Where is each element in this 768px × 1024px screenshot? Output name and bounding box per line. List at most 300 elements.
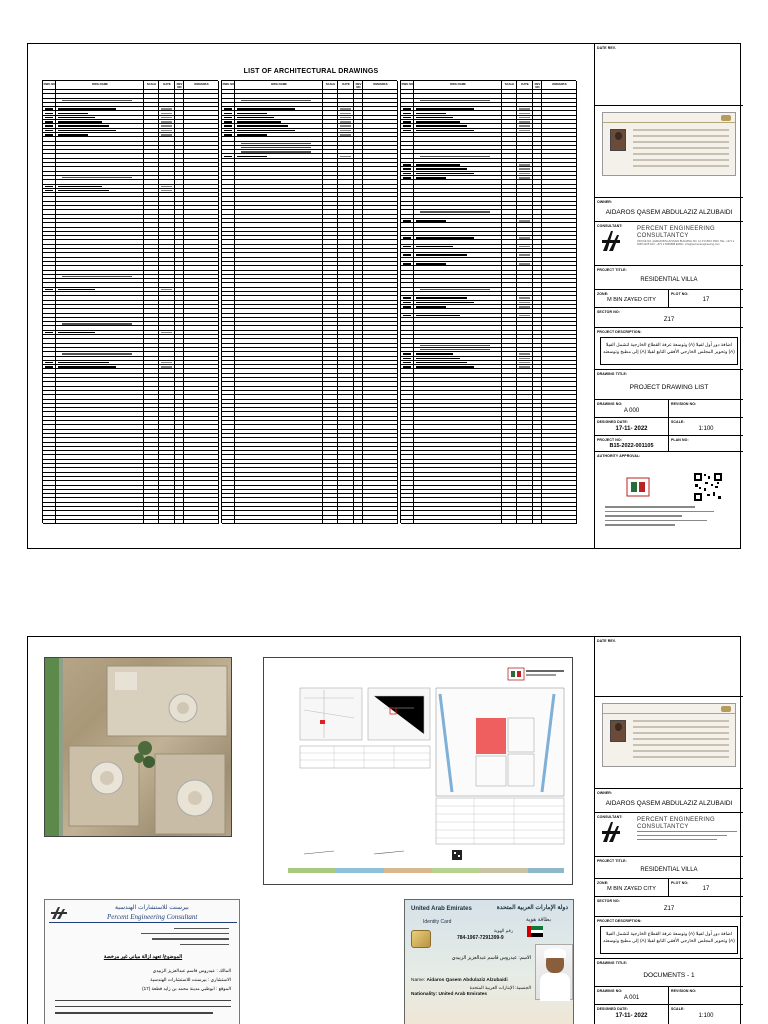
tb2-date-scale bbox=[595, 1005, 743, 1024]
dwg-no-cell bbox=[224, 134, 232, 136]
dwg-no-cell bbox=[403, 254, 411, 256]
dwg-no-cell bbox=[45, 117, 53, 119]
dwg-name-cell bbox=[58, 362, 109, 364]
dwg-name-cell bbox=[416, 237, 474, 239]
dwg-no-cell bbox=[224, 117, 232, 119]
project-description: اضافة دور أول لفيلا (A) وتوسعة غرفة القطاع الخارجية لتشمل الفيلا (A) وتحوير المجلس الخارجي الأفقي التابع لفيلا (A) إلى مطبخ وتوسعته bbox=[600, 337, 738, 365]
date-cell bbox=[519, 362, 530, 364]
column-header: DATE bbox=[163, 82, 171, 86]
aerial-photo-drawing bbox=[45, 658, 232, 837]
date-cell bbox=[161, 113, 172, 115]
id-card-label-en: Identity Card bbox=[423, 919, 452, 925]
firm-logo-icon bbox=[601, 820, 621, 844]
tb2-project-title: PROJECT TITLE: RESIDENTIAL VILLA bbox=[595, 857, 743, 879]
id-nationality-ar: الجنسية: الإمارات العربية المتحدة bbox=[469, 985, 531, 990]
dwg-no-cell bbox=[403, 302, 411, 304]
column-divider bbox=[516, 81, 517, 524]
revision-cell-2: REVISION NO: bbox=[671, 989, 697, 993]
owner-photo bbox=[610, 129, 626, 151]
id-card-header-2 bbox=[603, 704, 735, 714]
qr-code-icon bbox=[693, 472, 723, 502]
section-heading bbox=[241, 147, 311, 148]
column-divider bbox=[55, 81, 56, 524]
dwg-name-cell bbox=[237, 134, 267, 136]
drawing-title-2: DOCUMENTS - 1 bbox=[643, 972, 695, 979]
scale-cell-2: SCALE: 1:100 bbox=[669, 1005, 743, 1024]
id-number: 784-1967-7291399-9 bbox=[457, 935, 504, 941]
date-cell bbox=[519, 366, 530, 368]
section-heading bbox=[420, 349, 490, 350]
date-cell bbox=[519, 220, 530, 222]
column-divider bbox=[174, 81, 175, 524]
dwg-no-cell bbox=[403, 121, 411, 123]
firm-letterhead-logo-icon bbox=[51, 906, 69, 920]
dwg-no-cell bbox=[45, 289, 53, 291]
column-header: REMARKS bbox=[373, 82, 388, 86]
project-no-cell: PROJECT NO: B15-2022-001105 bbox=[595, 436, 669, 452]
drawing-no: A 000 bbox=[623, 408, 640, 414]
letter-location: الموقع : ابوظبي مدينة محمد بن زايد قطعة (17) bbox=[142, 986, 231, 991]
id-nationality-en: Nationality: United Arab Emirates bbox=[411, 992, 488, 997]
column-divider bbox=[576, 81, 577, 524]
dwg-name-cell bbox=[416, 254, 467, 256]
project-title: RESIDENTIAL VILLA bbox=[640, 277, 698, 283]
consultant-name: PERCENT ENGINEERING CONSULTANTCY bbox=[637, 226, 715, 239]
column-divider bbox=[362, 81, 363, 524]
aerial-site-photo bbox=[44, 657, 232, 837]
date-cell bbox=[519, 237, 530, 239]
column-header: DWG NO bbox=[222, 82, 235, 86]
zone-value-2: M BIN ZAYED CITY bbox=[607, 886, 656, 892]
dwg-name-cell bbox=[58, 113, 88, 115]
date-cell bbox=[161, 108, 172, 110]
section-heading bbox=[241, 143, 311, 144]
dwg-no-cell bbox=[403, 306, 411, 308]
approval-stamp-text bbox=[605, 506, 733, 529]
dwg-name-cell bbox=[237, 113, 267, 115]
date-cell bbox=[161, 186, 172, 188]
revision-cell: REVISION NO: bbox=[671, 402, 697, 406]
dwg-name-cell bbox=[58, 130, 116, 132]
dwg-no-cell bbox=[224, 113, 232, 115]
dwg-name-cell bbox=[237, 108, 295, 110]
date-cell bbox=[340, 130, 351, 132]
date-cell: DESIGNED DATE: 17-11- 2022 bbox=[595, 418, 669, 436]
column-header: REV NO bbox=[176, 82, 183, 89]
date-cell bbox=[519, 297, 530, 299]
dwg-no-cell bbox=[45, 366, 53, 368]
dwg-no-cell bbox=[45, 130, 53, 132]
section-heading bbox=[420, 289, 490, 290]
date-cell bbox=[519, 306, 530, 308]
column-divider bbox=[158, 81, 159, 524]
dwg-no-cell bbox=[224, 156, 232, 158]
dwg-name-cell bbox=[416, 366, 474, 368]
column-divider bbox=[234, 81, 235, 524]
date-cell-2: DESIGNED DATE: 17-11- 2022 bbox=[595, 1005, 669, 1024]
dwg-name-cell bbox=[416, 113, 446, 115]
dwg-no-cell bbox=[403, 362, 411, 364]
table-header-row bbox=[401, 81, 577, 90]
sector-value: Z17 bbox=[663, 317, 675, 323]
dwg-name-cell bbox=[58, 186, 102, 188]
dwg-name-cell bbox=[416, 362, 467, 364]
drawing-table-middle bbox=[221, 80, 397, 523]
drawing-title: PROJECT DRAWING LIST bbox=[629, 384, 709, 391]
dwg-name-cell bbox=[416, 297, 467, 299]
owner-id-card-image bbox=[602, 112, 736, 176]
drawing-table-left bbox=[42, 80, 218, 523]
dwg-name-cell bbox=[416, 246, 453, 248]
site-plan-document bbox=[263, 657, 573, 885]
dwg-name-cell bbox=[58, 289, 95, 291]
dwg-name-cell bbox=[237, 156, 267, 158]
dwg-no-cell bbox=[403, 113, 411, 115]
column-divider bbox=[413, 81, 414, 524]
date-cell bbox=[161, 117, 172, 119]
tb-date-rev: DATE REV. bbox=[595, 44, 743, 106]
column-divider bbox=[218, 81, 219, 524]
date-cell bbox=[340, 156, 351, 158]
tb2-drawing-title: DRAWING TITLE: DOCUMENTS - 1 bbox=[595, 959, 743, 987]
emblem-icon bbox=[721, 706, 731, 712]
section-heading bbox=[420, 211, 490, 212]
project-title-2: RESIDENTIAL VILLA bbox=[640, 867, 698, 873]
date-cell bbox=[519, 130, 530, 132]
date-value: 17-11- 2022 bbox=[615, 426, 648, 432]
dwg-no-cell bbox=[224, 125, 232, 127]
letter-body-lines bbox=[55, 1000, 231, 1019]
date-cell bbox=[519, 177, 530, 179]
owner-name-2: AIDAROS QASEM ABDULAZIZ ALZUBAIDI bbox=[605, 800, 733, 807]
id-country-ar: دولة الإمارات العربية المتحدة bbox=[496, 905, 568, 911]
dwg-no-cell bbox=[403, 353, 411, 355]
section-heading bbox=[62, 100, 132, 101]
date-value-2: 17-11- 2022 bbox=[615, 1013, 648, 1019]
tb-id-card-cell bbox=[595, 106, 743, 198]
section-heading bbox=[62, 276, 132, 277]
tb-project-no bbox=[595, 436, 743, 452]
column-header: REMARKS bbox=[194, 82, 209, 86]
date-cell bbox=[161, 190, 172, 192]
dwg-name-cell bbox=[416, 117, 453, 119]
tb2-date-rev: DATE REV. bbox=[595, 637, 743, 697]
dwg-no-cell bbox=[403, 358, 411, 360]
date-cell bbox=[519, 121, 530, 123]
date-cell bbox=[161, 125, 172, 127]
date-cell bbox=[340, 117, 351, 119]
date-cell bbox=[519, 168, 530, 170]
tb2-sector: SECTOR NO: Z17 bbox=[595, 897, 743, 917]
letter-address-lines bbox=[119, 928, 229, 949]
table-row bbox=[401, 520, 577, 524]
dwg-name-cell bbox=[237, 130, 295, 132]
section-heading bbox=[62, 323, 132, 324]
dwg-no-cell bbox=[45, 186, 53, 188]
drawing-sheet-2 bbox=[27, 636, 741, 1024]
date-cell bbox=[519, 246, 530, 248]
column-divider bbox=[541, 81, 542, 524]
dwg-name-cell bbox=[416, 125, 467, 127]
section-heading bbox=[62, 353, 132, 354]
column-header: DWG NO bbox=[401, 82, 414, 86]
column-header: REV NO bbox=[534, 82, 541, 89]
section-heading bbox=[420, 156, 490, 157]
dwg-no-cell bbox=[403, 130, 411, 132]
id-name-ar: الاسم: عيدروس قاسم عبدالعزيز الزبيدي bbox=[451, 956, 531, 961]
letterhead-ar: بيرسنت للاستشارات الهندسية bbox=[115, 905, 189, 911]
consultant-address: OFFICE NO. AHMAD BIN HUSSAIN BUILDING NO. 12 P.O BOX 2500, TEL: +971 2 6665 2225 FAX: +971 2 6665888 EMAIL: info@percentengineering.com bbox=[637, 240, 735, 247]
letter-subject: الموضوع/ تعهد ازالة مبانى غير مرخصة bbox=[103, 954, 183, 960]
tb2-id-card-cell bbox=[595, 697, 743, 789]
plot-cell: PLOT NO: 17 bbox=[669, 290, 743, 308]
dwg-name-cell bbox=[58, 117, 95, 119]
scale-value-2: 1:100 bbox=[698, 1013, 714, 1019]
column-header: DATE bbox=[342, 82, 350, 86]
date-cell bbox=[519, 263, 530, 265]
dwg-no-cell bbox=[45, 362, 53, 364]
dwg-name-cell bbox=[416, 108, 474, 110]
tb2-description: PROJECT DESCRIPTION: اضافة دور أول لفيلا (A) وتوسعة غرفة القطاع الخارجية لتشمل الفيلا (A) وتحوير المجلس الخارجي الأفقي التابع لفيلا (A) إلى مطبخ وتوسعته bbox=[595, 917, 743, 959]
dwg-no-cell bbox=[403, 246, 411, 248]
site-plan-table-left bbox=[300, 746, 430, 768]
column-divider bbox=[397, 81, 398, 524]
table-row bbox=[222, 520, 398, 524]
dwg-no-cell bbox=[224, 121, 232, 123]
date-cell bbox=[161, 362, 172, 364]
column-divider bbox=[353, 81, 354, 524]
dwg-name-cell bbox=[416, 315, 460, 317]
documents-area bbox=[28, 637, 594, 1024]
dwg-no-cell bbox=[403, 164, 411, 166]
plan-no-cell: PLAN NO: bbox=[671, 438, 689, 442]
drawing-list-title: LIST OF ARCHITECTURAL DRAWINGS bbox=[243, 68, 379, 75]
dwg-name-cell bbox=[416, 353, 453, 355]
project-no: B15-2022-001105 bbox=[609, 443, 654, 449]
dwg-no-cell bbox=[45, 125, 53, 127]
table-row bbox=[43, 520, 219, 524]
owner-name: AIDAROS QASEM ABDULAZIZ ALZUBAIDI bbox=[605, 209, 733, 216]
tb-date-scale bbox=[595, 418, 743, 436]
dwg-name-cell bbox=[58, 121, 102, 123]
section-heading bbox=[62, 177, 132, 178]
date-cell bbox=[519, 173, 530, 175]
dwg-no-cell bbox=[403, 297, 411, 299]
column-divider bbox=[322, 81, 323, 524]
consultant-address-2 bbox=[637, 831, 737, 842]
dwg-name-cell bbox=[58, 366, 116, 368]
dwg-no-cell bbox=[403, 315, 411, 317]
dwg-name-cell bbox=[416, 263, 446, 265]
dwg-name-cell bbox=[237, 121, 281, 123]
letter-consultant: الاستشاري : بيرسنت للاستشارات الهندسية bbox=[150, 977, 231, 982]
dwg-no-cell bbox=[403, 168, 411, 170]
dwg-name-cell bbox=[416, 302, 474, 304]
plot-value-2: 17 bbox=[702, 886, 710, 892]
date-cell bbox=[519, 164, 530, 166]
dwg-name-cell bbox=[58, 108, 116, 110]
owner-id-card-image-2 bbox=[602, 703, 736, 767]
plot-value: 17 bbox=[702, 297, 710, 303]
dwg-name-cell bbox=[58, 134, 88, 136]
dwg-no-cell bbox=[45, 121, 53, 123]
consultant-name-2: PERCENT ENGINEERING CONSULTANTCY bbox=[637, 817, 715, 830]
column-header: SCALE bbox=[504, 82, 515, 86]
tb-sector: SECTOR NO: Z17 bbox=[595, 308, 743, 328]
dwg-no-cell bbox=[403, 366, 411, 368]
date-cell bbox=[519, 358, 530, 360]
date-cell bbox=[340, 121, 351, 123]
chip-icon bbox=[411, 930, 431, 948]
zone-cell-2: ZONE: M BIN ZAYED CITY bbox=[595, 879, 669, 897]
dwg-no-cell bbox=[224, 108, 232, 110]
dwg-name-cell bbox=[416, 164, 460, 166]
tb2-drawing-no bbox=[595, 987, 743, 1005]
dwg-no-cell bbox=[45, 113, 53, 115]
dwg-name-cell bbox=[416, 168, 467, 170]
letterhead-divider bbox=[49, 922, 237, 923]
id-card-fields bbox=[633, 129, 729, 171]
column-header: DWG NAME bbox=[271, 82, 287, 86]
municipality-emblem-icon bbox=[623, 474, 653, 500]
tb-zone-plot bbox=[595, 290, 743, 308]
dwg-no-cell bbox=[403, 173, 411, 175]
date-cell bbox=[340, 108, 351, 110]
column-header: DWG NAME bbox=[92, 82, 108, 86]
dwg-no-cell bbox=[403, 125, 411, 127]
dwg-name-cell bbox=[416, 220, 446, 222]
dwg-no-cell bbox=[45, 190, 53, 192]
project-description-2: اضافة دور أول لفيلا (A) وتوسعة غرفة القطاع الخارجية لتشمل الفيلا (A) وتحوير المجلس الخارجي الأفقي التابع لفيلا (A) إلى مطبخ وتوسعته bbox=[600, 926, 738, 954]
tb2-consultant: CONSULTANT: PERCENT ENGINEERING CONSULTANTCY bbox=[595, 813, 743, 857]
section-heading bbox=[241, 100, 311, 101]
drawing-sheet-1 bbox=[27, 43, 741, 549]
site-plan-drawing bbox=[264, 658, 574, 886]
undertaking-letter bbox=[44, 899, 240, 1024]
column-header: SCALE bbox=[325, 82, 336, 86]
date-cell bbox=[340, 125, 351, 127]
id-number-label: رقم الهوية bbox=[493, 928, 513, 933]
date-cell bbox=[161, 289, 172, 291]
tb-project-title: PROJECT TITLE: RESIDENTIAL VILLA bbox=[595, 266, 743, 290]
id-country-en: United Arab Emirates bbox=[411, 906, 472, 912]
emirates-id-card-image bbox=[404, 899, 574, 1024]
title-block bbox=[594, 44, 742, 548]
dwg-name-cell bbox=[58, 190, 109, 192]
tb-description: PROJECT DESCRIPTION: اضافة دور أول لفيلا (A) وتوسعة غرفة القطاع الخارجية لتشمل الفيلا (A) وتحوير المجلس الخارجي الأفقي التابع لفيلا (A) إلى مطبخ وتوسعته bbox=[595, 328, 743, 370]
column-header: DWG NO bbox=[43, 82, 56, 86]
table-header-row bbox=[43, 81, 219, 90]
column-divider bbox=[143, 81, 144, 524]
id-card-fields-2 bbox=[633, 720, 729, 762]
dwg-name-cell bbox=[237, 125, 288, 127]
date-cell bbox=[519, 353, 530, 355]
column-divider bbox=[337, 81, 338, 524]
dwg-no-cell bbox=[403, 108, 411, 110]
column-header: REV NO bbox=[355, 82, 362, 89]
column-header: SCALE bbox=[146, 82, 157, 86]
date-cell bbox=[161, 332, 172, 334]
tb2-owner: OWNER: AIDAROS QASEM ABDULAZIZ ALZUBAIDI bbox=[595, 789, 743, 813]
date-cell bbox=[519, 125, 530, 127]
dwg-no-cell bbox=[403, 237, 411, 239]
firm-logo-icon bbox=[601, 229, 621, 253]
dwg-name-cell bbox=[416, 358, 460, 360]
drawing-table-right bbox=[400, 80, 576, 523]
dwg-no-cell bbox=[45, 332, 53, 334]
drawing-list-area bbox=[28, 44, 594, 548]
plot-cell-2: PLOT NO: 17 bbox=[669, 879, 743, 897]
dwg-no-cell bbox=[224, 130, 232, 132]
scale-cell: SCALE: 1:100 bbox=[669, 418, 743, 436]
dwg-name-cell bbox=[416, 130, 474, 132]
date-cell bbox=[519, 254, 530, 256]
dwg-name-cell bbox=[58, 332, 95, 334]
emblem-icon bbox=[721, 115, 731, 121]
owner-photo-2 bbox=[610, 720, 626, 742]
dwg-name-cell bbox=[416, 121, 460, 123]
date-cell bbox=[340, 113, 351, 115]
date-cell bbox=[161, 134, 172, 136]
scale-value: 1:100 bbox=[698, 426, 714, 432]
date-cell bbox=[519, 113, 530, 115]
drawing-no-2: A 001 bbox=[623, 995, 640, 1001]
column-header: REMARKS bbox=[552, 82, 567, 86]
dwg-name-cell bbox=[58, 125, 109, 127]
letterhead-en: Percent Engineering Consultant bbox=[107, 913, 198, 921]
tb-drawing-title: DRAWING TITLE: PROJECT DRAWING LIST bbox=[595, 370, 743, 400]
dwg-name-cell bbox=[416, 306, 446, 308]
tb-approval: AUTHORITY APPROVAL: bbox=[595, 452, 743, 550]
dwg-no-cell bbox=[403, 117, 411, 119]
title-block-2 bbox=[594, 637, 742, 1024]
date-cell bbox=[519, 117, 530, 119]
dwg-no-cell bbox=[45, 134, 53, 136]
zone-value: M BIN ZAYED CITY bbox=[607, 297, 656, 303]
tb-drawing-no bbox=[595, 400, 743, 418]
id-card-label-ar: بطاقة هوية bbox=[525, 917, 551, 923]
drawing-no-cell-2: DRAWING NO: A 001 bbox=[595, 987, 669, 1005]
date-cell bbox=[519, 108, 530, 110]
date-cell bbox=[161, 366, 172, 368]
dwg-no-cell bbox=[403, 220, 411, 222]
tb2-zone-plot bbox=[595, 879, 743, 897]
dwg-name-cell bbox=[416, 173, 474, 175]
zone-cell: ZONE: M BIN ZAYED CITY bbox=[595, 290, 669, 308]
date-cell bbox=[519, 315, 530, 317]
column-header: DWG NAME bbox=[450, 82, 466, 86]
dwg-no-cell bbox=[403, 177, 411, 179]
dwg-name-cell bbox=[237, 117, 274, 119]
id-card-header bbox=[603, 113, 735, 123]
site-plan-table-right bbox=[436, 798, 564, 844]
column-divider bbox=[183, 81, 184, 524]
date-cell bbox=[161, 121, 172, 123]
dwg-no-cell bbox=[403, 263, 411, 265]
table-header-row bbox=[222, 81, 398, 90]
column-header: DATE bbox=[521, 82, 529, 86]
date-cell bbox=[340, 134, 351, 136]
section-heading bbox=[420, 345, 490, 346]
tb-consultant: CONSULTANT: PERCENT ENGINEERING CONSULTANTCY OFFICE NO. AHMAD BIN HUSSAIN BUILDING NO. 12 P.O BOX 2500, TEL: +971 2 6665 2225 FAX: +971 2 6665888 EMAIL: info@percentengineering.com bbox=[595, 222, 743, 266]
dwg-no-cell bbox=[45, 108, 53, 110]
section-heading bbox=[420, 100, 490, 101]
uae-flag-icon bbox=[527, 926, 543, 937]
id-holder-photo bbox=[535, 944, 573, 1000]
tb-owner: OWNER: AIDAROS QASEM ABDULAZIZ ALZUBAIDI bbox=[595, 198, 743, 222]
section-heading bbox=[241, 151, 311, 152]
sector-value-2: Z17 bbox=[663, 906, 675, 912]
